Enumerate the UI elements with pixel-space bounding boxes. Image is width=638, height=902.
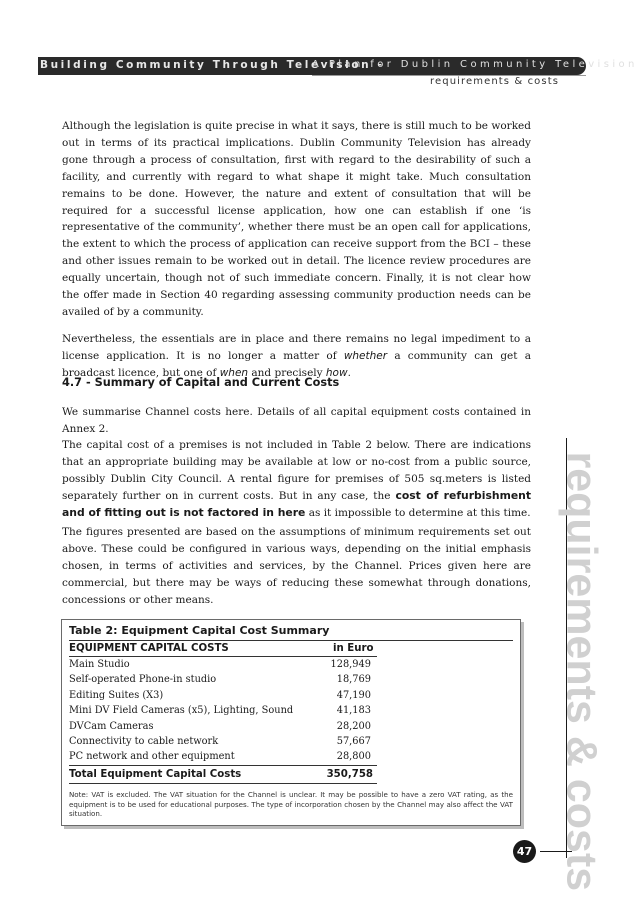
- body-text-capital: [62, 437, 531, 522]
- table-total-row: [69, 767, 377, 782]
- body-text-top: [62, 118, 531, 382]
- table-rule: [69, 783, 377, 784]
- table-row: Editing Suites (X3) 47,190: [69, 689, 371, 701]
- table-rows: [69, 657, 377, 765]
- table-row: Mini DV Field Cameras (x5), Lighting, Sound 41,183: [69, 705, 371, 717]
- table-row: Self-operated Phone-in studio 18,769: [69, 674, 371, 686]
- paragraph-capital-cost: The capital cost of a premises is not included in Table 2 below. There are indications that an appropriate building may be available at low or no-cost from a public source, possibly Dublin City Council. A rental figure for premises of 505 sq.meters is listed separately further on in current costs. But in any case, the cost of refurbishment and of fitting out is not factored in here as it impossible to determine at this time.: [62, 439, 531, 519]
- total-label: Total Equipment Capital Costs: [69, 769, 242, 780]
- table-rule: [69, 765, 377, 766]
- cost-table: [61, 619, 521, 826]
- section-heading: 4.7 - Summary of Capital and Current Costs: [62, 376, 340, 389]
- side-section-title: requirements & costs: [557, 451, 606, 892]
- emphasis-whether: whether: [343, 349, 388, 362]
- emphasis-refurbishment: cost of refurbishment and of fitting out is not factored in here: [62, 488, 531, 519]
- body-text-summary: [62, 404, 531, 438]
- emphasis-how: how: [325, 366, 348, 379]
- paragraph-legislation: Although the legislation is quite precise in what it says, there is still much to be worked out in terms of its practical implications. Dublin Community Television has already gone through a process of consultation, first with regard to the desirability of such a facility, and currently with regard to what shape it might take. Much consultation remains to be done. However, the nature and extent of consultation that will be required for a successful license application, how one can establish if one ‘is representative of the community’, whether there must be an open call for applications, the extent to which the process of application can receive support from the BCI – these and other issues remain to be worked out in detail. The licence review procedures are equally uncertain, though not of such immediate concern. Finally, it is not clear how the offer made in Section 40 regarding assessing community production needs can be availed of by a community.: [62, 120, 531, 318]
- body-text-assumptions: [62, 524, 531, 609]
- table-row: DVCam Cameras 28,200: [69, 720, 371, 732]
- column-header-value: in Euro: [333, 643, 374, 654]
- header-title: Building Community Through Television -: [40, 59, 385, 71]
- table-rule: [69, 640, 513, 641]
- total-value: 350,758: [326, 769, 373, 780]
- header-subtitle: A Plan for Dublin Community Television: [312, 59, 638, 70]
- table-caption: Table 2: Equipment Capital Cost Summary: [69, 624, 330, 637]
- column-header-item: EQUIPMENT CAPITAL COSTS: [69, 643, 229, 654]
- paragraph-assumptions: The figures presented are based on the assumptions of minimum requirements set out above. These could be configured in various ways, depending on the initial emphasis chosen, in terms of activities and services, by the Channel. Prices given here are commercial, but there may be ways of reducing these somewhat through donations, concessions or other means.: [62, 526, 531, 606]
- table-row: Connectivity to cable network 57,667: [69, 735, 371, 747]
- table-row: Main Studio 128,949: [69, 659, 371, 670]
- table-row: PC network and other equipment 28,800: [69, 751, 371, 763]
- page-number-rule: [540, 851, 572, 852]
- table-note: Note: VAT is excluded. The VAT situation for the Channel is unclear. It may be possible to have a zero VAT rating, as the equipment is to be used for educational purposes. The type of incorporation chosen by the Channel may also affect the VAT situation.: [69, 790, 513, 819]
- paragraph-summary: We summarise Channel costs here. Details of all capital equipment costs contained in Annex 2.: [62, 406, 531, 435]
- page-number: 47: [513, 840, 536, 863]
- emphasis-when: when: [219, 366, 249, 379]
- header-section-label: requirements & costs: [430, 76, 560, 87]
- paragraph-nevertheless: Nevertheless, the essentials are in place and there remains no legal impediment to a license application. It is no longer a matter of whether a community can get a broadcast licence, but one of when and precisely how.: [62, 332, 531, 379]
